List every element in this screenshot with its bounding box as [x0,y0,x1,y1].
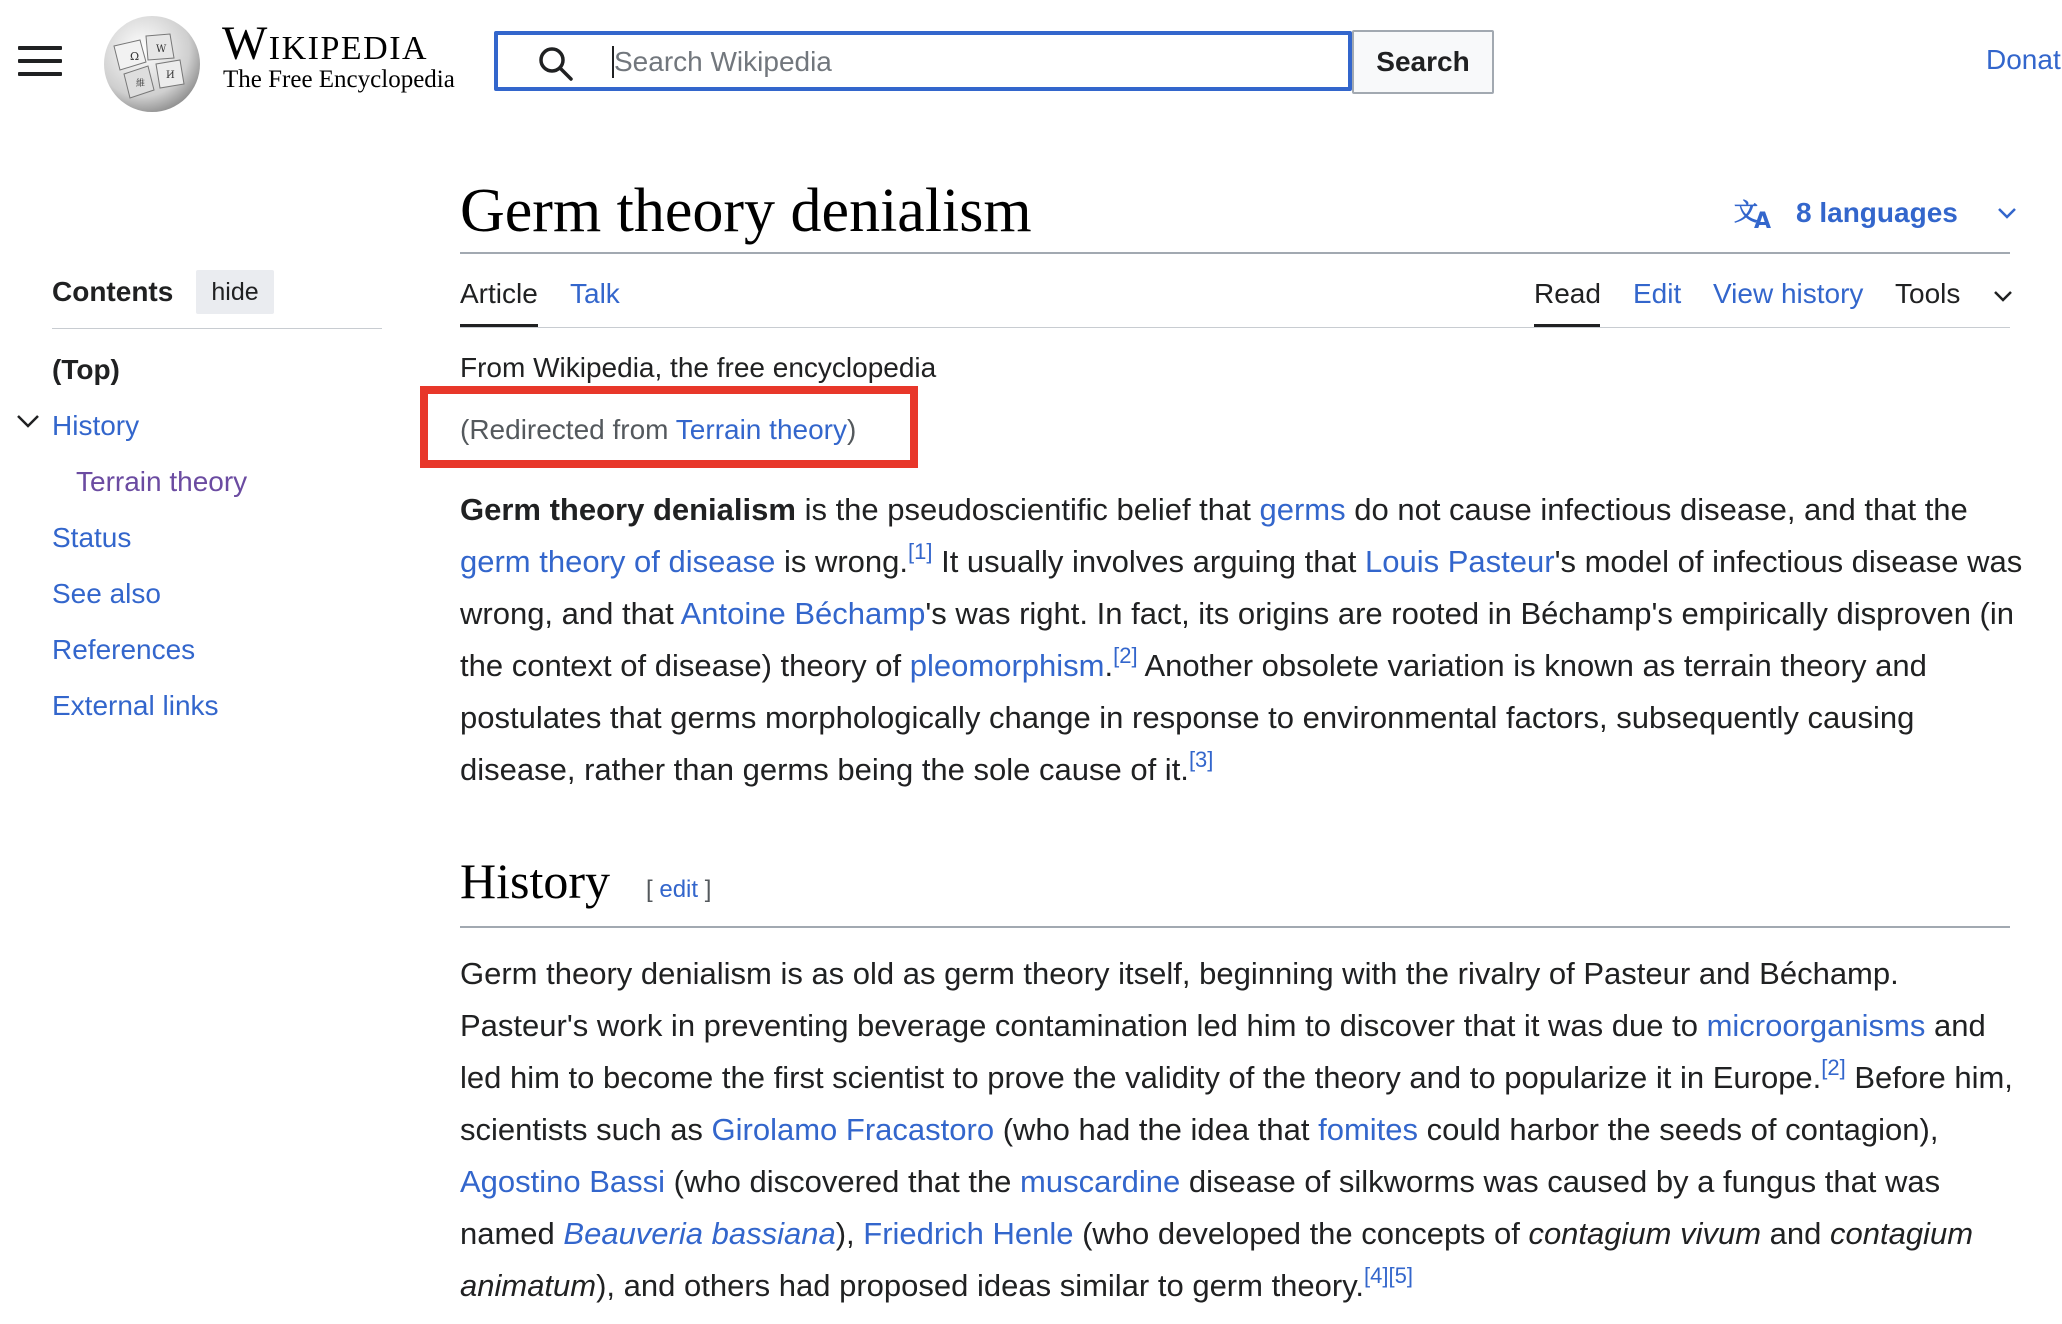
text: Before him, scientists such as [460,1060,2013,1147]
italic-term: contagium vivum [1528,1216,1762,1251]
title-divider [460,252,2010,254]
text: do not cause infectious disease, and that the [1345,492,1968,527]
text: (who developed the concepts of [1073,1216,1529,1251]
text: could harbor the seeds of contagion), [1418,1112,1939,1147]
chevron-down-icon [1996,206,2018,220]
toc-item-terrain-theory[interactable]: Terrain theory [76,466,248,497]
language-count: 8 languages [1796,197,1958,228]
link-pleomorphism[interactable]: pleomorphism [909,648,1105,683]
redirect-source-link[interactable]: Terrain theory [675,414,847,445]
italic-term: contagium animatum [460,1216,1974,1303]
link-fomites[interactable]: fomites [1318,1112,1419,1147]
text: Another obsolete variation is known as terrain theory and postulates that germs morphologically change in response to environmental factors, subsequently causing disease, rather than germs being the sole cause of it. [460,648,1927,787]
text: ), [835,1216,864,1251]
svg-text:Ω: Ω [130,50,140,63]
lead-bold-title: Germ theory denialism [460,492,796,527]
hamburger-bar [18,72,62,76]
section-divider [460,926,2010,928]
search-icon [536,44,576,84]
bracket: ] [698,876,712,903]
lead-paragraph [460,484,2030,796]
toc-item-references[interactable]: References [52,634,196,665]
text: (who discovered that the [665,1164,1021,1199]
link-antoine-bechamp[interactable]: Antoine Béchamp [680,596,926,631]
svg-text:И: И [166,70,175,81]
chevron-down-icon [1992,289,2014,303]
svg-text:文: 文 [1734,198,1758,226]
citation-link[interactable]: [2] [1113,642,1138,668]
text: Germ theory denialism is as old as germ theory itself, beginning with the rivalry of Pasteur and Béchamp. Pasteur's work in preventing beverage contamination led him to discover that it was due to [460,956,1899,1043]
tab-article[interactable]: Article [460,278,538,309]
citation-link[interactable]: [2] [1821,1054,1846,1080]
wikipedia-globe-logo[interactable] [100,12,204,116]
svg-text:維: 維 [136,79,146,89]
tab-talk[interactable]: Talk [570,278,620,309]
redirect-prefix: (Redirected from [460,414,676,445]
citation-link[interactable]: [5] [1388,1262,1413,1288]
bracket: [ [646,876,660,903]
text: It usually involves arguing that [932,544,1365,579]
link-louis-pasteur[interactable]: Louis Pasteur [1365,544,1555,579]
tools-menu[interactable] [1895,278,2014,310]
text-cursor [612,46,614,78]
page-title: Germ theory denialism [460,177,1032,245]
site-subtitle: From Wikipedia, the free encyclopedia [460,352,937,383]
toc-divider [52,328,382,329]
toc-item-history[interactable]: History [52,410,140,441]
section-heading-history: History [460,853,610,909]
tab-view-history[interactable]: View history [1713,278,1864,309]
link-microorganisms[interactable]: microorganisms [1706,1008,1926,1043]
text: 's was right. In fact, its origins are rooted in Béchamp's empirically disproven (in the context of disease) theory of [460,596,2015,683]
text: and led him to become the first scientist to prove the validity of the theory and to popularize it in Europe. [460,1008,1986,1095]
hamburger-bar [18,59,62,63]
link-germs[interactable]: germs [1259,492,1346,527]
wikipedia-wordmark[interactable] [222,16,428,71]
tab-read[interactable]: Read [1534,278,1601,309]
history-paragraph [460,948,2030,1312]
text: is the pseudoscientific belief that [795,492,1260,527]
link-beauveria-bassiana[interactable]: Beauveria bassiana [563,1216,836,1251]
toc-hide-button[interactable]: hide [196,270,274,314]
svg-text:A: A [1754,209,1772,230]
link-friedrich-henle[interactable]: Friedrich Henle [863,1216,1074,1251]
toc-item-see-also[interactable]: See also [52,578,161,609]
tabs-divider [460,327,2010,328]
tools-label: Tools [1895,278,1961,309]
search-input[interactable] [612,36,1336,88]
main-menu-button[interactable] [18,46,62,82]
section-edit-link[interactable]: edit [659,876,699,903]
text: (who had the idea that [994,1112,1319,1147]
toc-title: Contents [52,276,174,307]
search-button[interactable]: Search [1352,30,1494,94]
translate-icon [1734,196,1776,230]
link-germ-theory-of-disease[interactable]: germ theory of disease [460,544,776,579]
text: and [1761,1216,1830,1251]
toc-item-external-links[interactable]: External links [52,690,219,721]
toc-item-top[interactable]: (Top) [52,354,120,385]
text: 's model of infectious disease was wrong, and that [460,544,2023,631]
citation-link[interactable]: [3] [1188,746,1214,772]
link-muscardine[interactable]: muscardine [1020,1164,1181,1199]
donate-link[interactable]: Donat [1986,44,2061,75]
chevron-down-icon[interactable] [14,412,42,432]
hamburger-bar [18,46,62,50]
citation-link[interactable]: [1] [908,538,933,564]
link-girolamo-fracastoro[interactable]: Girolamo Fracastoro [711,1112,995,1147]
text: . [1104,648,1114,683]
redirect-suffix: ) [846,414,857,445]
wordmark-text: Wikipedia [222,17,429,70]
wikipedia-tagline: The Free Encyclopedia [223,66,455,93]
text: is wrong. [775,544,908,579]
language-button[interactable] [1734,196,2018,230]
highlight-annotation-box [420,386,918,468]
text: ), and others had proposed ideas similar to germ theory. [596,1268,1365,1303]
citation-link[interactable]: [4] [1364,1262,1389,1288]
text: disease of silkworms was caused by a fungus that was named [460,1164,1941,1251]
link-agostino-bassi[interactable]: Agostino Bassi [460,1164,666,1199]
toc-item-status[interactable]: Status [52,522,132,553]
section-edit-control [646,876,711,904]
tab-edit[interactable]: Edit [1633,278,1682,309]
svg-text:W: W [156,44,167,55]
